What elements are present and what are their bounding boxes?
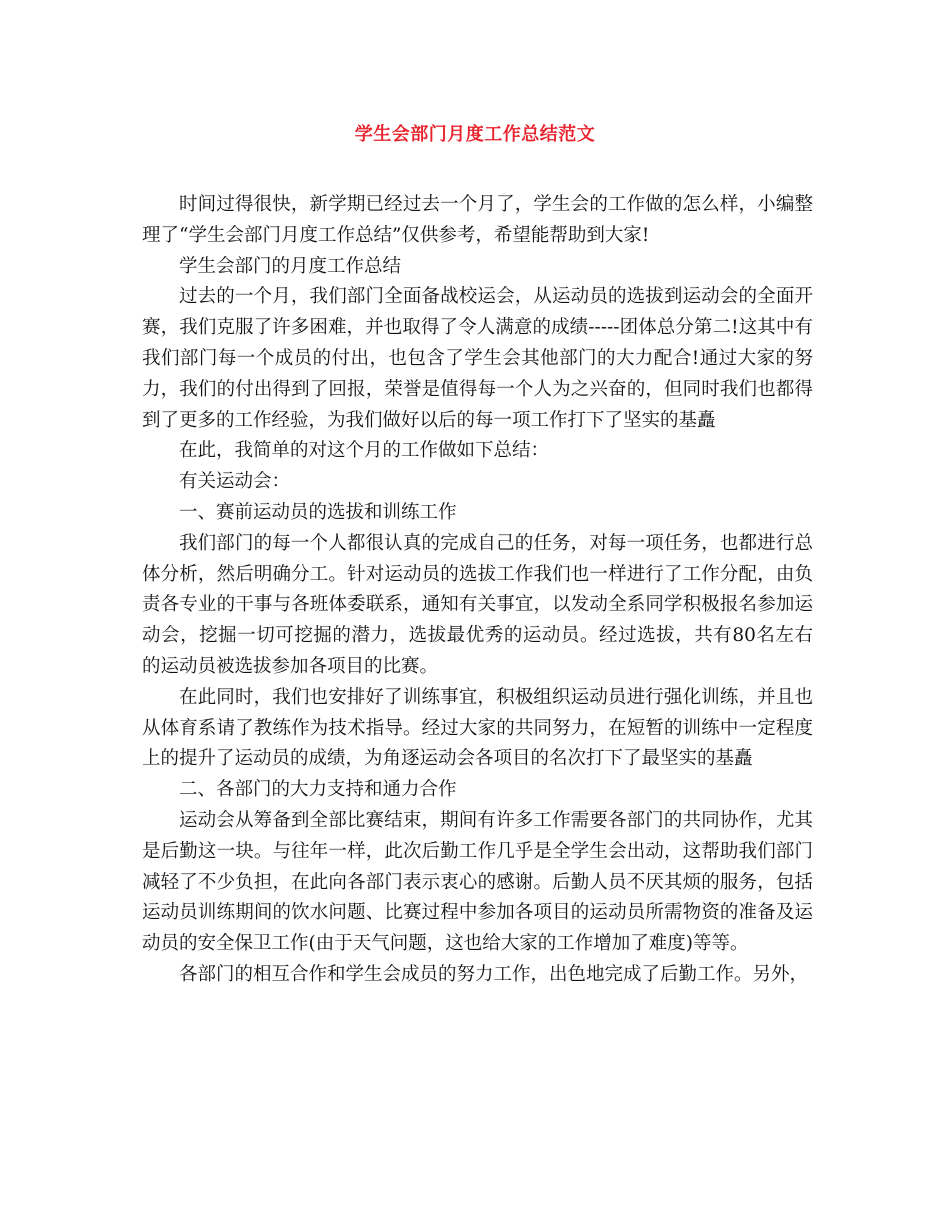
document-body bbox=[142, 190, 813, 991]
intro-paragraph: 时间过得很快，新学期已经过去一个月了，学生会的工作做的怎么样，小编整理了“学生会部门月度工作总结”仅供参考，希望能帮助到大家! bbox=[142, 194, 813, 246]
logistics-paragraph: 运动会从筹备到全部比赛结束，期间有许多工作需要各部门的共同协作，尤其是后勤这一块。与往年一样，此次后勤工作几乎是全学生会出动，这帮助我们部门减轻了不少负担，在此向各部门表示衷心的感谢。后勤人员不厌其烦的服务，包括运动员训练期间的饮水问题、比赛过程中参加各项目的运动员所需物资的准备及运动员的安全保卫工作(由于天气问题，这也给大家的工作增加了难度)等等。 bbox=[142, 809, 813, 955]
selection-paragraph: 我们部门的每一个人都很认真的完成自己的任务，对每一项任务，也都进行总体分析，然后明确分工。针对运动员的选拔工作我们也一样进行了工作分配，由负责各专业的干事与各班体委联系，通知有关事宜，以发动全系同学积极报名参加运动会，挖掘一切可挖掘的潜力，选拔最优秀的运动员。经过选拔，共有80名左右的运动员被选拔参加各项目的比赛。 bbox=[142, 532, 813, 677]
section-one-heading: 一、赛前运动员的选拔和训练工作 bbox=[179, 501, 457, 523]
section-two-heading: 二、各部门的大力支持和通力合作 bbox=[179, 779, 457, 801]
sports-meet-heading: 有关运动会： bbox=[179, 471, 291, 493]
training-paragraph: 在此同时，我们也安排好了训练事宜，积极组织运动员进行强化训练，并且也从体育系请了教练作为技术指导。经过大家的共同努力，在短暂的训练中一定程度上的提升了运动员的成绩，为角逐运动会各项目的名次打下了最坚实的基矗 bbox=[142, 686, 813, 770]
summary-lead-paragraph: 在此，我简单的对这个月的工作做如下总结： bbox=[179, 440, 550, 462]
subtitle-paragraph: 学生会部门的月度工作总结 bbox=[179, 255, 402, 277]
overview-paragraph: 过去的一个月，我们部门全面备战校运会，从运动员的选拔到运动会的全面开赛，我们克服了许多困难，并也取得了令人满意的成绩-----团体总分第二!这其中有我们部门每一个成员的付出，也包含了学生会其他部门的大力配合!通过大家的努力，我们的付出得到了回报，荣誉是值得每一个人为之兴奋的，但同时我们也都得到了更多的工作经验，为我们做好以后的每一项工作打下了坚实的基矗 bbox=[142, 286, 813, 431]
document-title: 学生会部门月度工作总结范文 bbox=[354, 124, 596, 145]
cooperation-paragraph: 各部门的相互合作和学生会成员的努力工作，出色地完成了后勤工作。另外， bbox=[179, 963, 809, 985]
